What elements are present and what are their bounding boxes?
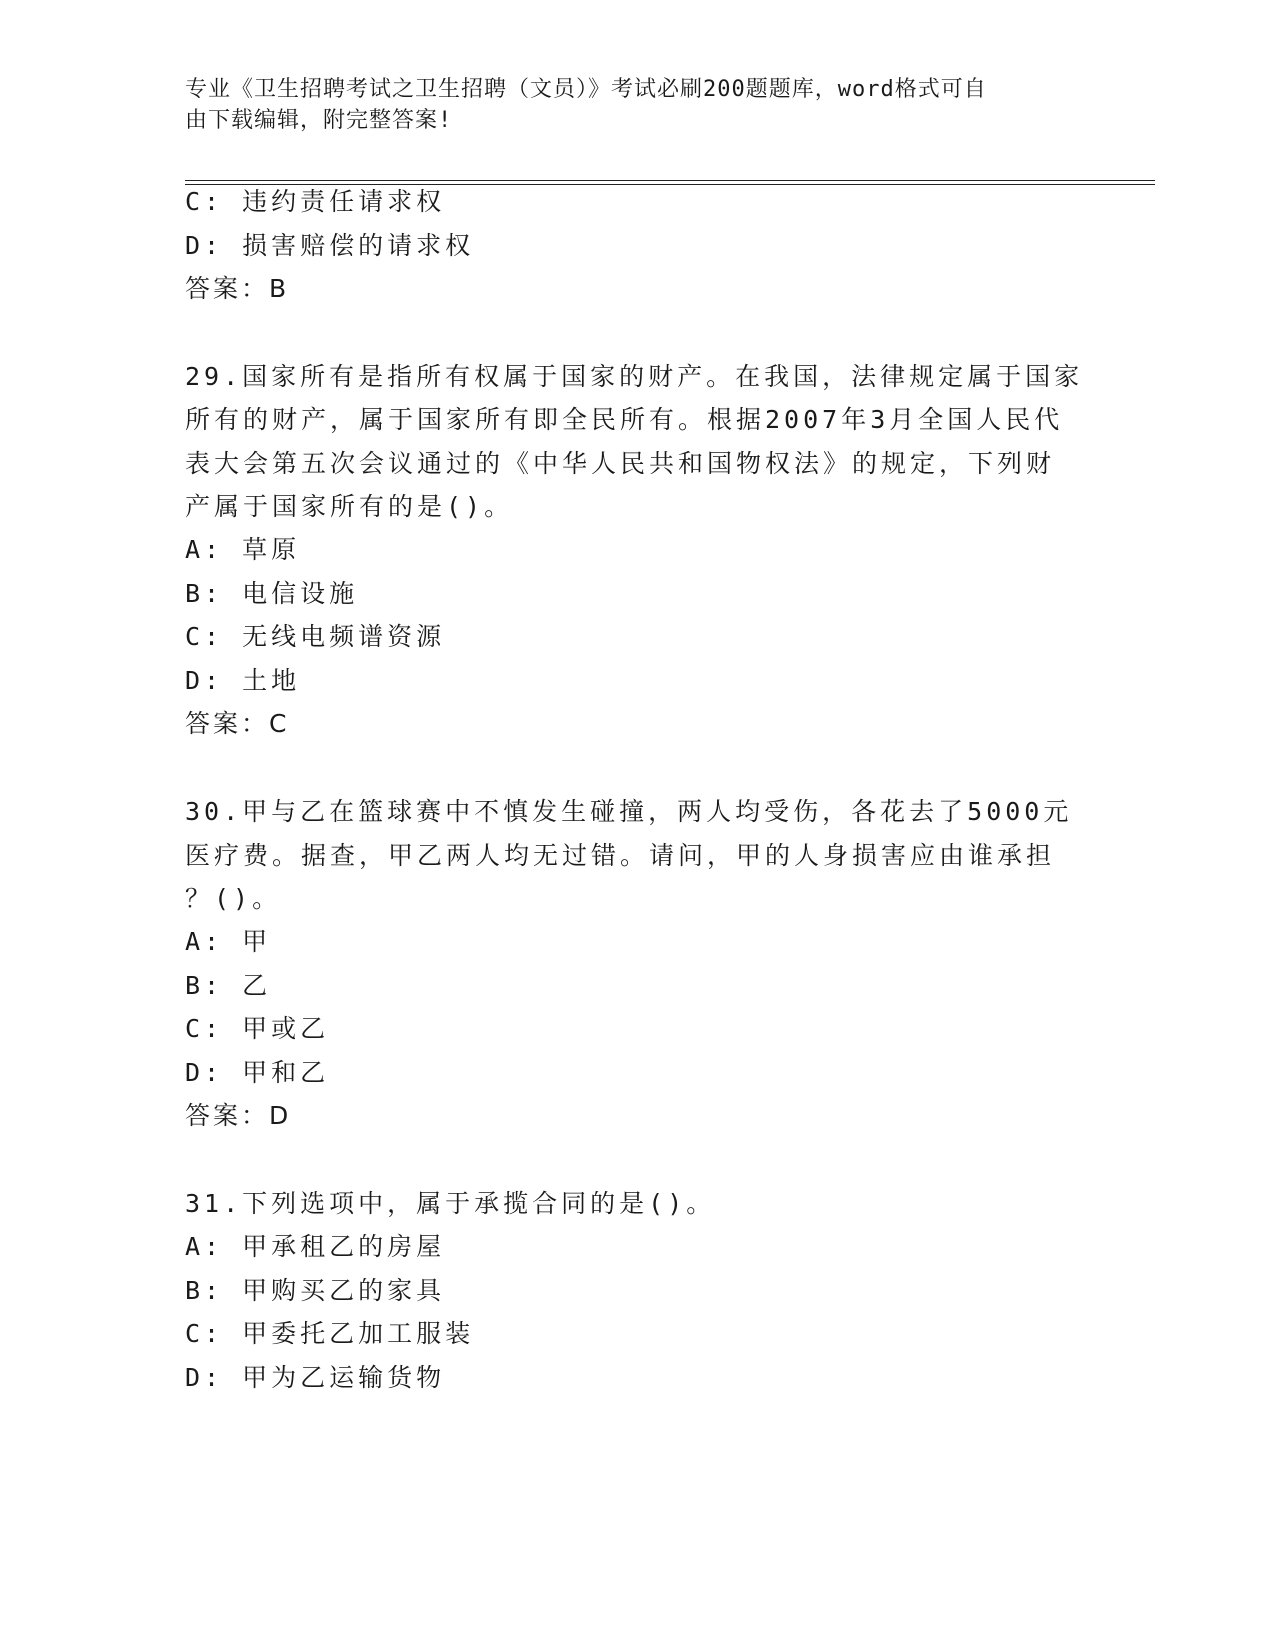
q29-option-c: C: 无线电频谱资源 [185,622,446,651]
q30-option-a: A: 甲 [185,927,272,956]
q29-answer: 答案：C [185,709,290,738]
q30-stem-line-1: 30.甲与乙在篮球赛中不慎发生碰撞，两人均受伤，各花去了5000元 [185,797,1073,826]
header-line-2: 由下载编辑，附完整答案! [185,108,453,133]
q31-option-d: D: 甲为乙运输货物 [185,1363,446,1392]
q31-option-a: A: 甲承租乙的房屋 [185,1232,446,1261]
q29-stem-line-2: 所有的财产，属于国家所有即全民所有。根据2007年3月全国人民代 [185,405,1064,434]
q31-option-c: C: 甲委托乙加工服装 [185,1319,475,1348]
q28-option-c: C: 违约责任请求权 [185,187,446,216]
q29-stem-line-1: 29.国家所有是指所有权属于国家的财产。在我国，法律规定属于国家 [185,362,1084,391]
q28-answer: 答案：B [185,274,290,303]
q29-stem-line-4: 产属于国家所有的是()。 [185,492,514,521]
header-divider-top [185,180,1155,181]
header-divider-bottom [185,184,1155,185]
q28-option-d: D: 损害赔偿的请求权 [185,231,475,260]
q30-stem-line-2: 医疗费。据查，甲乙两人均无过错。请问，甲的人身损害应由谁承担 [185,841,1056,870]
q30-stem-line-3: ？()。 [185,884,282,913]
q30-answer: 答案：D [185,1101,292,1130]
q30-option-d: D: 甲和乙 [185,1058,330,1087]
header-line-1: 专业《卫生招聘考试之卫生招聘（文员）》考试必刷200题题库，word格式可自 [185,77,987,102]
q29-option-a: A: 草原 [185,535,301,564]
q29-option-d: D: 土地 [185,666,301,695]
q29-stem-line-3: 表大会第五次会议通过的《中华人民共和国物权法》的规定，下列财 [185,449,1056,478]
q29-option-b: B: 电信设施 [185,579,359,608]
document-header [185,74,1085,136]
q31-stem-line-1: 31.下列选项中，属于承揽合同的是()。 [185,1189,716,1218]
q30-option-c: C: 甲或乙 [185,1014,330,1043]
q31-option-b: B: 甲购买乙的家具 [185,1276,446,1305]
q30-option-b: B: 乙 [185,971,272,1000]
